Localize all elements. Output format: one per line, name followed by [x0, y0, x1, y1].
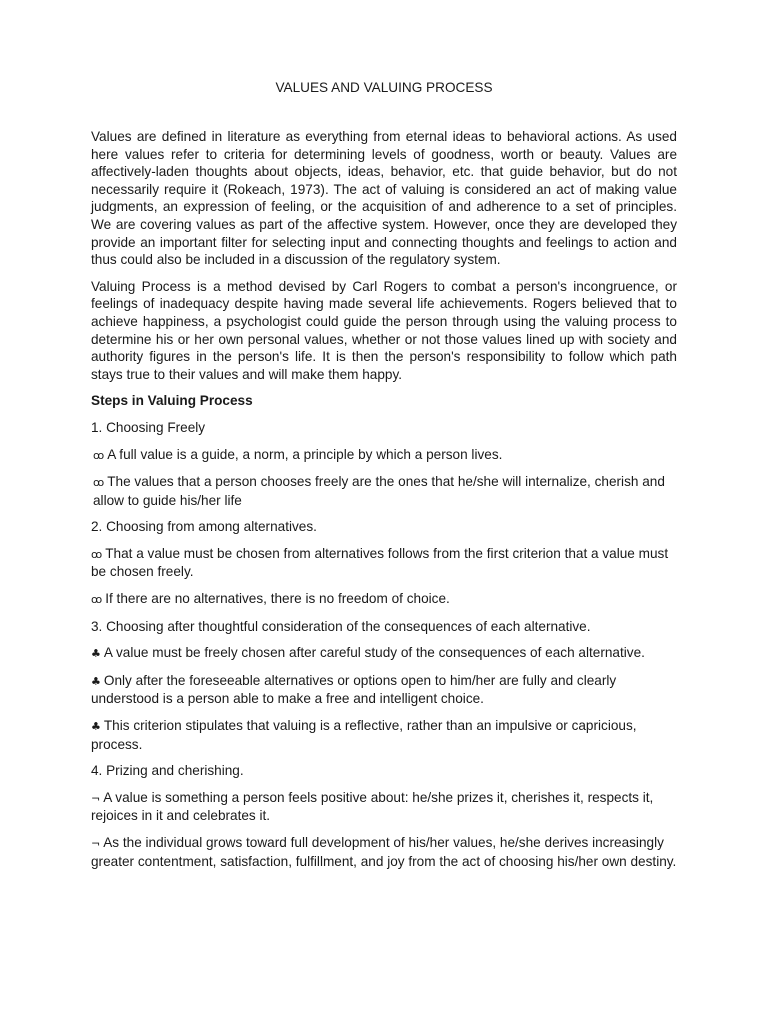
step-3-item: ♣ This criterion stipulates that valuing is a reflective, rather than an impulsive or capricious, process. [91, 718, 637, 752]
step-4-title: 4. Prizing and cherishing. [91, 763, 244, 779]
step-3-item: ♣ Only after the foreseeable alternatives or options open to him/her are fully and clearly understood is a person able to make a free and intelligent choice. [91, 672, 617, 707]
step-4-item: ¬ As the individual grows toward full development of his/her values, he/she derives increasingly greater contentment, satisfaction, fulfillment, and joy from the act of choosing his/her own destiny. [91, 835, 677, 869]
step-1-item: ꝏ The values that a person chooses freely are the ones that he/she will internalize, cherish and allow to guide his/her life [93, 474, 665, 508]
step-3-item: ♣ A value must be freely chosen after careful study of the consequences of each alternative. [91, 645, 645, 661]
intro-paragraph: Values are defined in literature as everything from eternal ideas to behavioral actions. As used here values refer to criteria for determining levels of goodness, worth or beauty. Values are affectively-laden thoughts about objects, ideas, behavior, etc. that guide behavior, but do not necessarily require it (Rokeach, 1973). The act of valuing is considered an act of making value judgments, an expression of feeling, or the acquisition of and adherence to a set of principles. We are covering values as part of the affective system. However, once they are developed they provide an important filter for selecting input and connecting thoughts and feelings to action and thus could also be included in a discussion of the regulatory system. [91, 129, 677, 268]
step-2-item: ꝏ If there are no alternatives, there is no freedom of choice. [91, 591, 450, 607]
document-body [91, 128, 677, 879]
club-bullet-icon: ♣ [91, 647, 101, 661]
step-1-title: 1. Choosing Freely [91, 419, 206, 435]
bullet-icon: ꝏ [91, 547, 103, 561]
bullet-icon: ꝏ [93, 448, 105, 462]
step-2-item: ꝏ That a value must be chosen from alternatives follows from the first criterion that a value must be chosen freely. [91, 545, 669, 580]
steps-heading: Steps in Valuing Process [91, 393, 253, 409]
bullet-icon: ꝏ [91, 593, 103, 607]
not-sign-bullet-icon: ¬ [91, 791, 101, 805]
club-bullet-icon: ♣ [91, 674, 101, 688]
step-4-item: ¬ A value is something a person feels positive about: he/she prizes it, cherishes it, respects it, rejoices in it and celebrates it. [91, 789, 654, 824]
step-2-title: 2. Choosing from among alternatives. [91, 519, 317, 535]
document-title: VALUES AND VALUING PROCESS [275, 80, 493, 95]
valuing-process-paragraph: Valuing Process is a method devised by Carl Rogers to combat a person's incongruence, or feelings of inadequacy despite having made several life achievements. Rogers believed that to achieve happiness, a psychologist could guide the person through using the valuing process to determine his or her own personal values, whether or not those values lined up with society and authority figures in the person's life. It is then the person's responsibility to follow which path stays true to their values and will make them happy. [91, 278, 677, 382]
step-1-item: ꝏ A full value is a guide, a norm, a principle by which a person lives. [93, 446, 503, 462]
club-bullet-icon: ♣ [91, 720, 101, 734]
not-sign-bullet-icon: ¬ [91, 837, 101, 850]
step-3-title: 3. Choosing after thoughtful consideration of the consequences of each alternative. [91, 618, 591, 634]
bullet-icon: ꝏ [93, 476, 105, 490]
